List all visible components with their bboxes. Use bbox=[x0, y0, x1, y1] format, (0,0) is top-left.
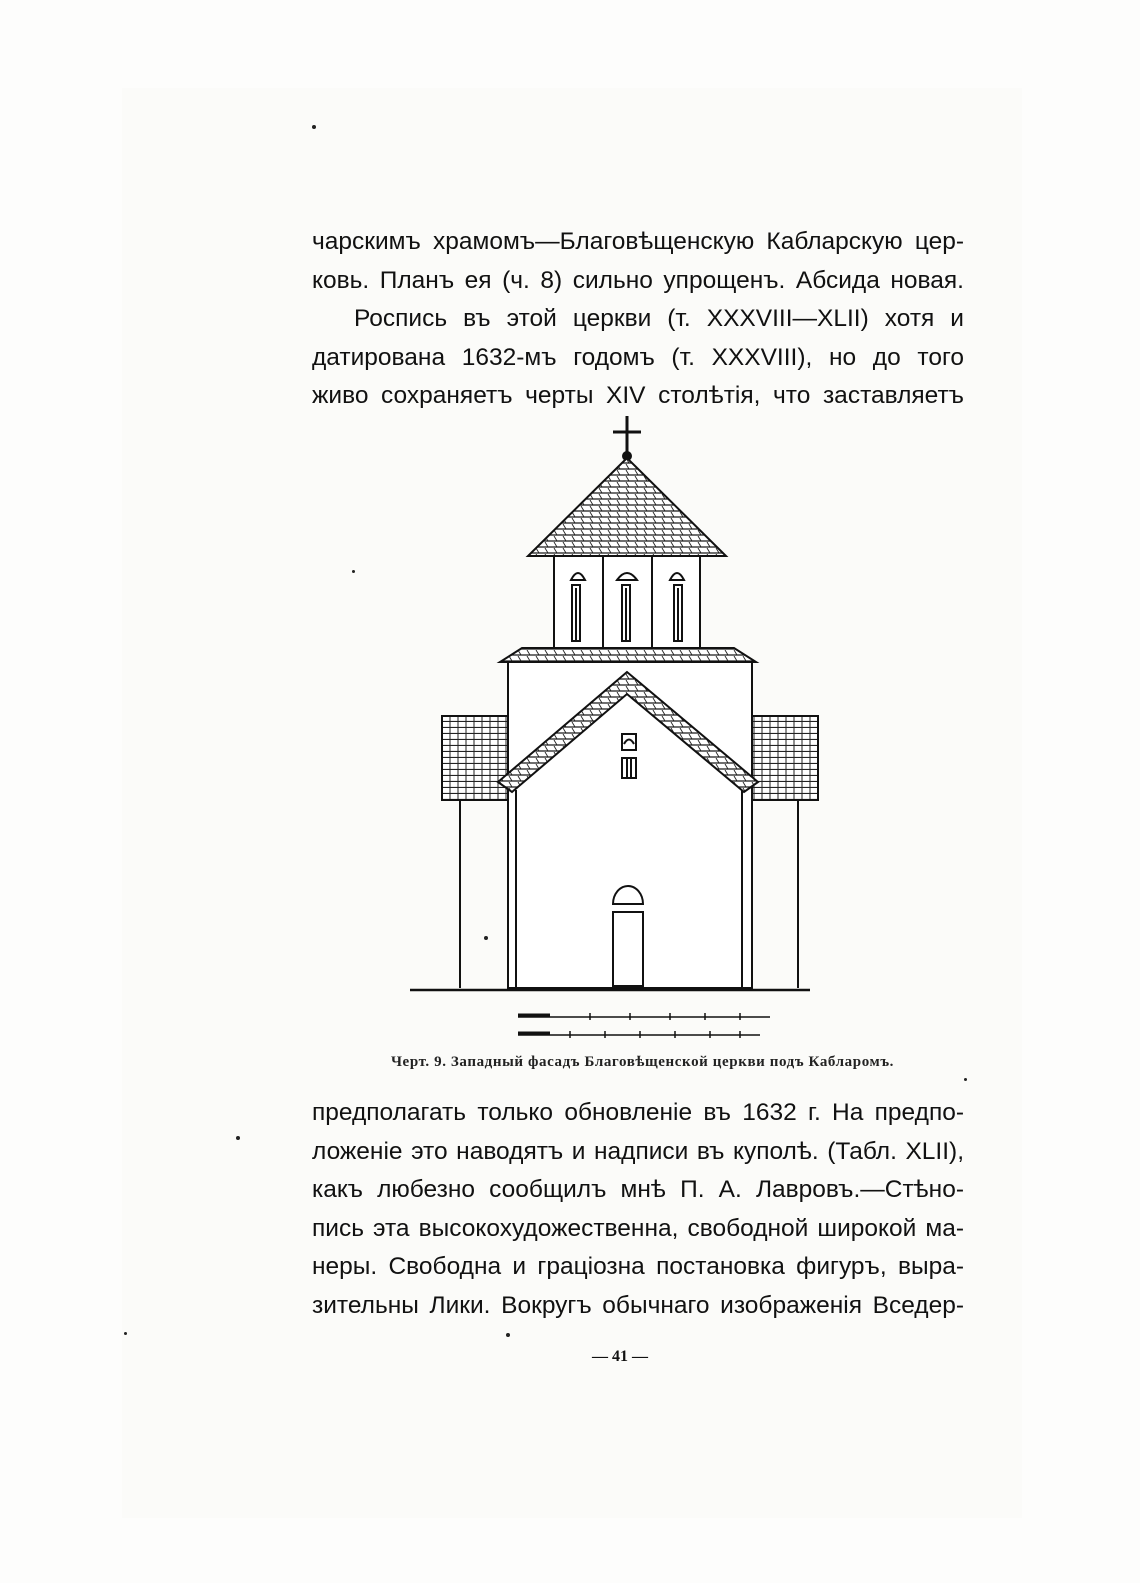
left-wing-roof bbox=[442, 716, 510, 800]
text-line: пись эта высокохудожественна, свободной широкой ма- bbox=[312, 1214, 964, 1242]
door bbox=[613, 886, 643, 986]
ink-speck bbox=[484, 936, 488, 940]
figure-caption: Черт. 9. Западный фасадъ Благовѣщенской церкви подъ Кабларомъ. bbox=[390, 1054, 895, 1070]
text-line: Роспись въ этой церкви (т. XXXVIII—XLII) хотя и bbox=[354, 305, 964, 332]
text-line: датирована 1632-мъ годомъ (т. XXXVIII), но до того bbox=[312, 343, 964, 371]
cross-icon bbox=[613, 416, 641, 460]
text-line: какъ любезно сообщилъ мнѣ П. А. Лавровъ.—Стѣно- bbox=[312, 1176, 964, 1203]
text-line: ложеніе это наводятъ и надписи въ куполѣ. (Табл. XLII), bbox=[312, 1137, 964, 1165]
drum-base-roof bbox=[500, 648, 756, 662]
paragraph-bottom bbox=[312, 1094, 964, 1325]
dome-roof bbox=[528, 458, 726, 556]
ink-speck bbox=[352, 570, 355, 573]
church-facade-drawing bbox=[400, 410, 820, 1050]
ink-speck bbox=[236, 1136, 240, 1140]
scale-bar bbox=[518, 1013, 770, 1038]
page-number: — 41 — bbox=[592, 1348, 648, 1365]
ink-speck bbox=[506, 1333, 510, 1337]
right-wing-roof bbox=[750, 716, 818, 800]
ink-speck bbox=[964, 1078, 967, 1081]
text-line: чарскимъ храмомъ—Благовѣщенскую Кабларскую цер- bbox=[312, 228, 964, 255]
ink-speck bbox=[124, 1332, 127, 1335]
text-line: неры. Свободна и граціозна постановка фигуръ, выра- bbox=[312, 1253, 964, 1280]
ink-speck bbox=[312, 125, 316, 129]
paragraph-top bbox=[312, 223, 964, 416]
text-line: ковь. Планъ ея (ч. 8) сильно упрощенъ. Абсида новая. bbox=[312, 266, 964, 294]
text-line: зительны Лики. Вокругъ обычнаго изображенія Вседер- bbox=[312, 1291, 964, 1319]
text-line: предполагать только обновленіе въ 1632 г. На предпо- bbox=[312, 1099, 964, 1126]
text-line: живо сохраняетъ черты XIV столѣтія, что заставляетъ bbox=[312, 382, 964, 409]
